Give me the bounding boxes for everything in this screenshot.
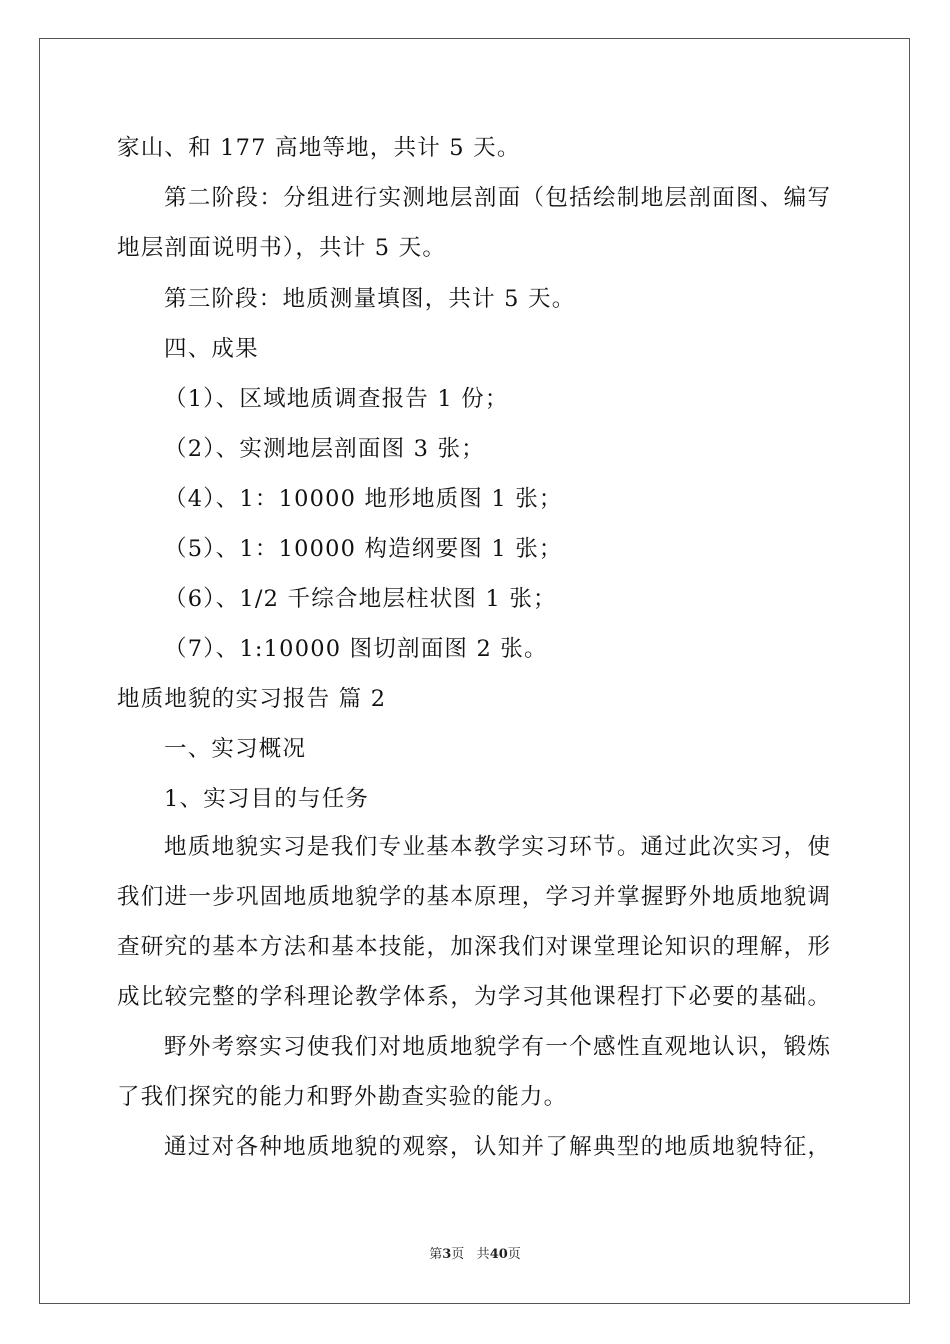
list-item: （1）、区域地质调查报告 1 份； xyxy=(164,386,509,412)
body-line: 野外考察实习使我们对地质地貌学有一个感性直观地认识，锻炼 xyxy=(164,1034,830,1060)
page-border xyxy=(39,38,910,1304)
list-item: （6）、1/2 千综合地层柱状图 1 张； xyxy=(164,586,557,612)
body-line: 第二阶段：分组进行实测地层剖面（包括绘制地层剖面图、编写 xyxy=(164,185,830,211)
footer-prefix: 第 xyxy=(429,1247,443,1262)
list-item: （7）、1:10000 图切剖面图 2 张。 xyxy=(164,636,548,662)
footer-total-pages: 40 xyxy=(489,1247,508,1262)
body-line: 第三阶段：地质测量填图，共计 5 天。 xyxy=(164,286,576,312)
body-line: 家山、和 177 高地等地，共计 5 天。 xyxy=(117,135,521,161)
list-item: （4）、1：10000 地形地质图 1 张； xyxy=(164,486,563,512)
list-item: （2）、实测地层剖面图 3 张； xyxy=(164,436,485,462)
body-line: 地层剖面说明书），共计 5 天。 xyxy=(117,235,447,261)
subsection-heading: 1、实习目的与任务 xyxy=(164,786,370,812)
body-line: 通过对各种地质地貌的观察，认知并了解典型的地质地貌特征， xyxy=(164,1134,830,1160)
page-footer xyxy=(0,1247,950,1263)
document-title: 地质地貌的实习报告 篇 2 xyxy=(117,686,387,712)
body-line: 成比较完整的学科理论教学体系，为学习其他课程打下必要的基础。 xyxy=(117,984,830,1010)
list-item: （5）、1：10000 构造纲要图 1 张； xyxy=(164,536,563,562)
body-line: 了我们探究的能力和野外勘查实验的能力。 xyxy=(117,1084,568,1110)
body-line: 地质地貌实习是我们专业基本教学实习环节。通过此次实习，使 xyxy=(164,834,830,860)
footer-page-number: 3 xyxy=(442,1247,452,1262)
body-line: 查研究的基本方法和基本技能，加深我们对课堂理论知识的理解，形 xyxy=(117,934,830,960)
footer-total-prefix: 共 xyxy=(476,1247,490,1262)
footer-page-suffix: 页 xyxy=(451,1247,465,1262)
section-heading: 四、成果 xyxy=(164,336,259,362)
section-heading: 一、实习概况 xyxy=(164,736,307,762)
footer-total-suffix: 页 xyxy=(507,1247,521,1262)
body-line: 我们进一步巩固地质地貌学的基本原理，学习并掌握野外地质地貌调 xyxy=(117,884,830,910)
